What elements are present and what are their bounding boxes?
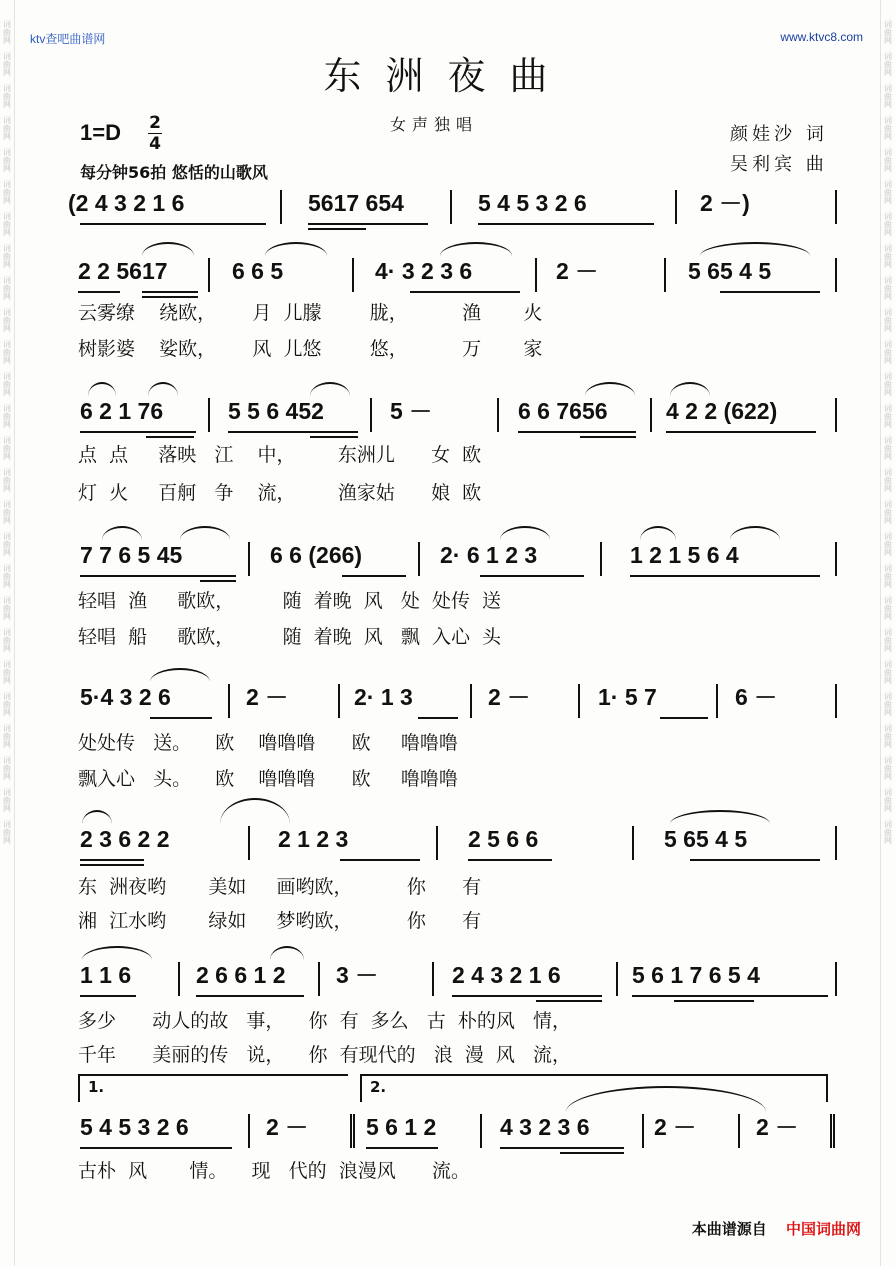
tempo-marking: 每分钟56拍 悠恬的山歌风	[80, 163, 268, 182]
side-watermark-text: 词曲网	[883, 692, 893, 716]
side-watermark-text: 词曲网	[2, 212, 12, 236]
lyric-line-2a: 点 点 落映 江 中， 东洲儿 女 欧	[78, 444, 482, 466]
side-watermark-text: 词曲网	[883, 404, 893, 428]
side-watermark-text: 词曲网	[2, 20, 12, 44]
side-watermark-text: 词曲网	[2, 404, 12, 428]
measure: 6 6 7656	[518, 398, 608, 424]
volta-first-ending: 1.	[78, 1074, 348, 1102]
lyric-line-4b: 飘入心 头。 欧 噜噜噜 欧 噜噜噜	[78, 768, 458, 790]
time-signature	[148, 114, 162, 153]
side-watermark-text: 词曲网	[883, 52, 893, 76]
measure: 2 2 5617	[78, 258, 168, 284]
measure: 2 1 2 3	[278, 826, 349, 852]
measure: 6 2 1 76	[80, 398, 164, 424]
side-watermark-text: 词曲网	[2, 468, 12, 492]
side-watermark-text: 词曲网	[883, 788, 893, 812]
time-denominator: 4	[149, 134, 161, 154]
side-watermark-text: 词曲网	[2, 180, 12, 204]
measure: 2 3 6 2 2	[80, 826, 170, 852]
measure: 4 3 2 3 6	[500, 1114, 590, 1140]
composer-credit: 吴利宾 曲	[730, 154, 828, 175]
music-line-7	[60, 1110, 838, 1150]
lyric-line-3b: 轻唱 船 歌欧， 随 着晚 风 飘 入心 头	[78, 626, 502, 648]
side-watermark-text: 词曲网	[883, 436, 893, 460]
side-watermark-text: 词曲网	[2, 660, 12, 684]
side-watermark-text: 词曲网	[2, 276, 12, 300]
side-watermark-text: 词曲网	[883, 244, 893, 268]
measure: 2 －	[756, 1114, 799, 1140]
footer-brand-link[interactable]: 中国词曲网	[785, 1220, 861, 1238]
measure: 2 6 6 1 2	[196, 962, 286, 988]
measure: 5 6 1 2	[366, 1114, 437, 1140]
side-watermark-text: 词曲网	[883, 468, 893, 492]
lyric-line-3a: 轻唱 渔 歌欧， 随 着晚 风 处 处传 送	[78, 590, 502, 612]
music-line-5	[60, 822, 838, 862]
measure: 2 －)	[700, 190, 750, 216]
key-signature: 1=D	[80, 120, 121, 145]
measure: 5 5 6 452	[228, 398, 324, 424]
side-watermark-text: 词曲网	[2, 724, 12, 748]
music-line-2	[60, 394, 838, 434]
measure: 3 －	[336, 962, 379, 988]
side-watermark-left	[0, 0, 15, 1266]
measure: 5 6 1 7 6 5 4	[632, 962, 760, 988]
side-watermark-text: 词曲网	[2, 84, 12, 108]
lyric-line-4a: 处处传 送。 欧 噜噜噜 欧 噜噜噜	[78, 732, 458, 754]
measure: 5·4 3 2 6	[80, 684, 171, 710]
song-subtitle: 女声独唱	[390, 115, 479, 134]
lyric-line-7a: 古朴 风 情。 现 代的 浪漫风 流。	[78, 1160, 470, 1182]
side-watermark-text: 词曲网	[2, 756, 12, 780]
side-watermark-text: 词曲网	[2, 820, 12, 844]
side-watermark-text: 词曲网	[2, 692, 12, 716]
side-watermark-text: 词曲网	[883, 820, 893, 844]
footer-source	[692, 1218, 861, 1239]
side-watermark-text: 词曲网	[883, 308, 893, 332]
side-watermark-text: 词曲网	[883, 532, 893, 556]
measure: 1 2 1 5 6 4	[630, 542, 739, 568]
measure: 2 4 3 2 1 6	[452, 962, 561, 988]
lyric-line-2b: 灯 火 百舸 争 流， 渔家姑 娘 欧	[78, 482, 482, 504]
measure: 1 1 6	[80, 962, 132, 988]
side-watermark-text: 词曲网	[883, 500, 893, 524]
time-numerator: 2	[149, 113, 161, 133]
side-watermark-text: 词曲网	[883, 756, 893, 780]
lyricist-credit: 颜娃沙 词	[730, 124, 828, 145]
side-watermark-text: 词曲网	[883, 596, 893, 620]
measure: 5 65 4 5	[688, 258, 772, 284]
side-watermark-text: 词曲网	[883, 628, 893, 652]
measure: 1· 5 7	[598, 684, 657, 710]
side-watermark-text: 词曲网	[2, 116, 12, 140]
measure: 2 －	[246, 684, 289, 710]
measure: (2 4 3 2 1 6	[68, 190, 185, 216]
side-watermark-text: 词曲网	[2, 500, 12, 524]
lyric-line-6a: 多少 动人的故 事， 你 有 多么 古 朴的风 情，	[78, 1010, 571, 1032]
song-title: 东洲夜曲	[323, 54, 572, 98]
side-watermark-text: 词曲网	[2, 148, 12, 172]
side-watermark-text: 词曲网	[883, 20, 893, 44]
music-line-0	[60, 186, 838, 226]
measure: 6 －	[735, 684, 778, 710]
measure: 5 65 4 5	[664, 826, 748, 852]
measure: 2 －	[266, 1114, 309, 1140]
footer-source-label: 本曲谱源自	[691, 1220, 767, 1238]
side-watermark-text: 词曲网	[883, 340, 893, 364]
music-line-4	[60, 680, 838, 720]
lyric-line-5b: 湘 江水哟 绿如 梦哟欧， 你 有	[78, 910, 482, 932]
measure: 5617 654	[308, 190, 404, 216]
measure: 7 7 6 5 45	[80, 542, 183, 568]
side-watermark-text: 词曲网	[2, 436, 12, 460]
side-watermark-text: 词曲网	[2, 532, 12, 556]
measure: 5 －	[390, 398, 433, 424]
watermark-right: www.ktvc8.com	[780, 30, 863, 44]
side-watermark-text: 词曲网	[883, 84, 893, 108]
lyric-line-1a: 云雾缭 绕欧， 月 儿朦 胧， 渔 火	[78, 302, 543, 324]
side-watermark-text: 词曲网	[883, 148, 893, 172]
side-watermark-text: 词曲网	[883, 564, 893, 588]
side-watermark-text: 词曲网	[2, 628, 12, 652]
measure: 6 6 5	[232, 258, 284, 284]
music-line-6	[60, 958, 838, 998]
measure: 6 6 (266)	[270, 542, 363, 568]
lyric-line-1b: 树影婆 娑欧， 风 儿悠 悠， 万 家	[78, 338, 543, 360]
side-watermark-right	[880, 0, 895, 1266]
measure: 4· 3 2 3 6	[375, 258, 473, 284]
measure: 5 4 5 3 2 6	[478, 190, 587, 216]
side-watermark-text: 词曲网	[883, 660, 893, 684]
side-watermark-text: 词曲网	[2, 308, 12, 332]
side-watermark-text: 词曲网	[2, 340, 12, 364]
measure: 2 －	[556, 258, 599, 284]
side-watermark-text: 词曲网	[883, 180, 893, 204]
side-watermark-text: 词曲网	[883, 276, 893, 300]
measure: 2· 6 1 2 3	[440, 542, 538, 568]
measure: 5 4 5 3 2 6	[80, 1114, 189, 1140]
side-watermark-text: 词曲网	[2, 372, 12, 396]
side-watermark-text: 词曲网	[883, 212, 893, 236]
measure: 2 5 6 6	[468, 826, 539, 852]
volta-second-ending: 2.	[360, 1074, 828, 1102]
side-watermark-text: 词曲网	[883, 116, 893, 140]
side-watermark-text: 词曲网	[2, 596, 12, 620]
measure: 4 2 2 (622)	[666, 398, 778, 424]
measure: 2 －	[488, 684, 531, 710]
music-line-3	[60, 538, 838, 578]
lyric-line-5a: 东 洲夜哟 美如 画哟欧， 你 有	[78, 876, 482, 898]
side-watermark-text: 词曲网	[2, 52, 12, 76]
measure: 2· 1 3	[354, 684, 413, 710]
music-line-1	[60, 254, 838, 294]
side-watermark-text: 词曲网	[883, 372, 893, 396]
measure: 2 －	[654, 1114, 697, 1140]
side-watermark-text: 词曲网	[2, 564, 12, 588]
watermark-left: ktv查吧曲谱网	[30, 32, 106, 46]
lyric-line-6b: 千年 美丽的传 说， 你 有现代的 浪 漫 风 流，	[78, 1044, 571, 1066]
side-watermark-text: 词曲网	[883, 724, 893, 748]
side-watermark-text: 词曲网	[2, 788, 12, 812]
side-watermark-text: 词曲网	[2, 244, 12, 268]
